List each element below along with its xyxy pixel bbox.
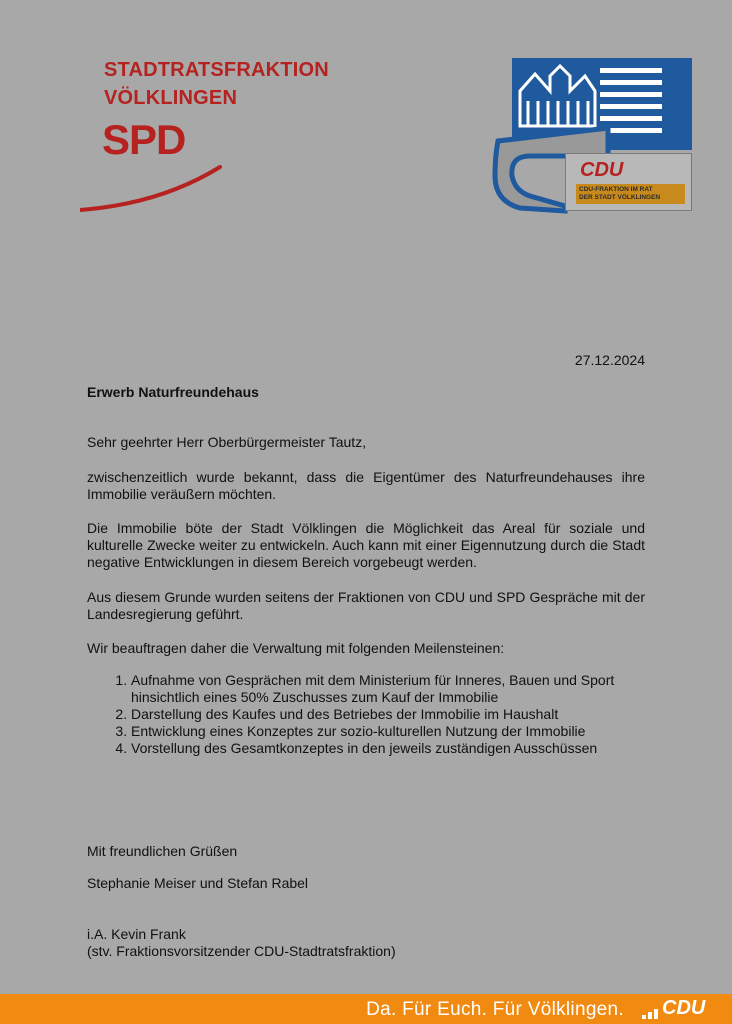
cdu-subline-1: CDU-FRAKTION IM RAT: [579, 186, 653, 193]
paragraph-1: zwischenzeitlich wurde bekannt, dass die Eigentümer des Naturfreundehauses ihre Immobilie veräußern möchten.: [87, 469, 645, 502]
cdu-subline: [576, 184, 685, 204]
milestone-item: 4. Vorstellung des Gesamtkonzeptes in den jeweils zuständigen Ausschüssen: [131, 740, 645, 757]
ia-signature: i.A. Kevin Frank: [87, 926, 186, 942]
milestone-item: 3. Entwicklung eines Konzeptes zur sozio-kulturellen Nutzung der Immobilie: [131, 723, 645, 740]
spd-logo-line2: VÖLKLINGEN: [104, 87, 238, 109]
milestone-item: 2. Darstellung des Kaufes und des Betriebes der Immobilie im Haushalt: [131, 706, 645, 723]
paragraph-4: Wir beauftragen daher die Verwaltung mit folgenden Meilensteinen:: [87, 640, 505, 656]
footer-slogan: Da. Für Euch. Für Völklingen.: [366, 999, 624, 1020]
bars-icon: [642, 1007, 660, 1019]
closing: Mit freundlichen Grüßen: [87, 843, 238, 859]
letter-subject: Erwerb Naturfreundehaus: [87, 384, 259, 400]
milestone-list: [87, 672, 645, 757]
footer-bar: [0, 994, 732, 1024]
paragraph-3: Aus diesem Grunde wurden seitens der Fraktionen von CDU und SPD Gespräche mit der Landesregierung geführt.: [87, 589, 645, 622]
footer-cdu-logo: [642, 997, 720, 1020]
spd-wordmark: SPD: [102, 116, 186, 163]
letter-date: 27.12.2024: [574, 352, 645, 368]
cdu-subline-2: DER STADT VÖLKLINGEN: [579, 194, 661, 201]
cdu-wordmark: CDU: [580, 159, 624, 181]
footer-cdu-wordmark: CDU: [662, 997, 706, 1019]
cdu-badge: [565, 153, 692, 211]
milestone-item: 1. Aufnahme von Gesprächen mit dem Ministerium für Inneres, Bauen und Sport hinsichtlich eines 50% Zuschusses zum Kauf der Immobilie: [131, 672, 645, 706]
ia-role: (stv. Fraktionsvorsitzender CDU-Stadtratsfraktion): [87, 943, 396, 959]
spd-swoosh-icon: [80, 164, 225, 214]
paragraph-2: Die Immobilie böte der Stadt Völklingen die Möglichkeit das Areal für soziale und kulturelle Zwecke weiter zu entwickeln. Auch kann mit einer Eigennutzung durch die Stadt negative Entwicklungen in diesem Bereich vorgebeugt werden.: [87, 520, 645, 570]
signers: Stephanie Meiser und Stefan Rabel: [87, 875, 309, 891]
cdu-logo: [490, 56, 695, 216]
spd-logo: [80, 56, 340, 216]
salutation: Sehr geehrter Herr Oberbürgermeister Tautz,: [87, 434, 367, 450]
spd-logo-line1: STADTRATSFRAKTION: [104, 59, 329, 81]
